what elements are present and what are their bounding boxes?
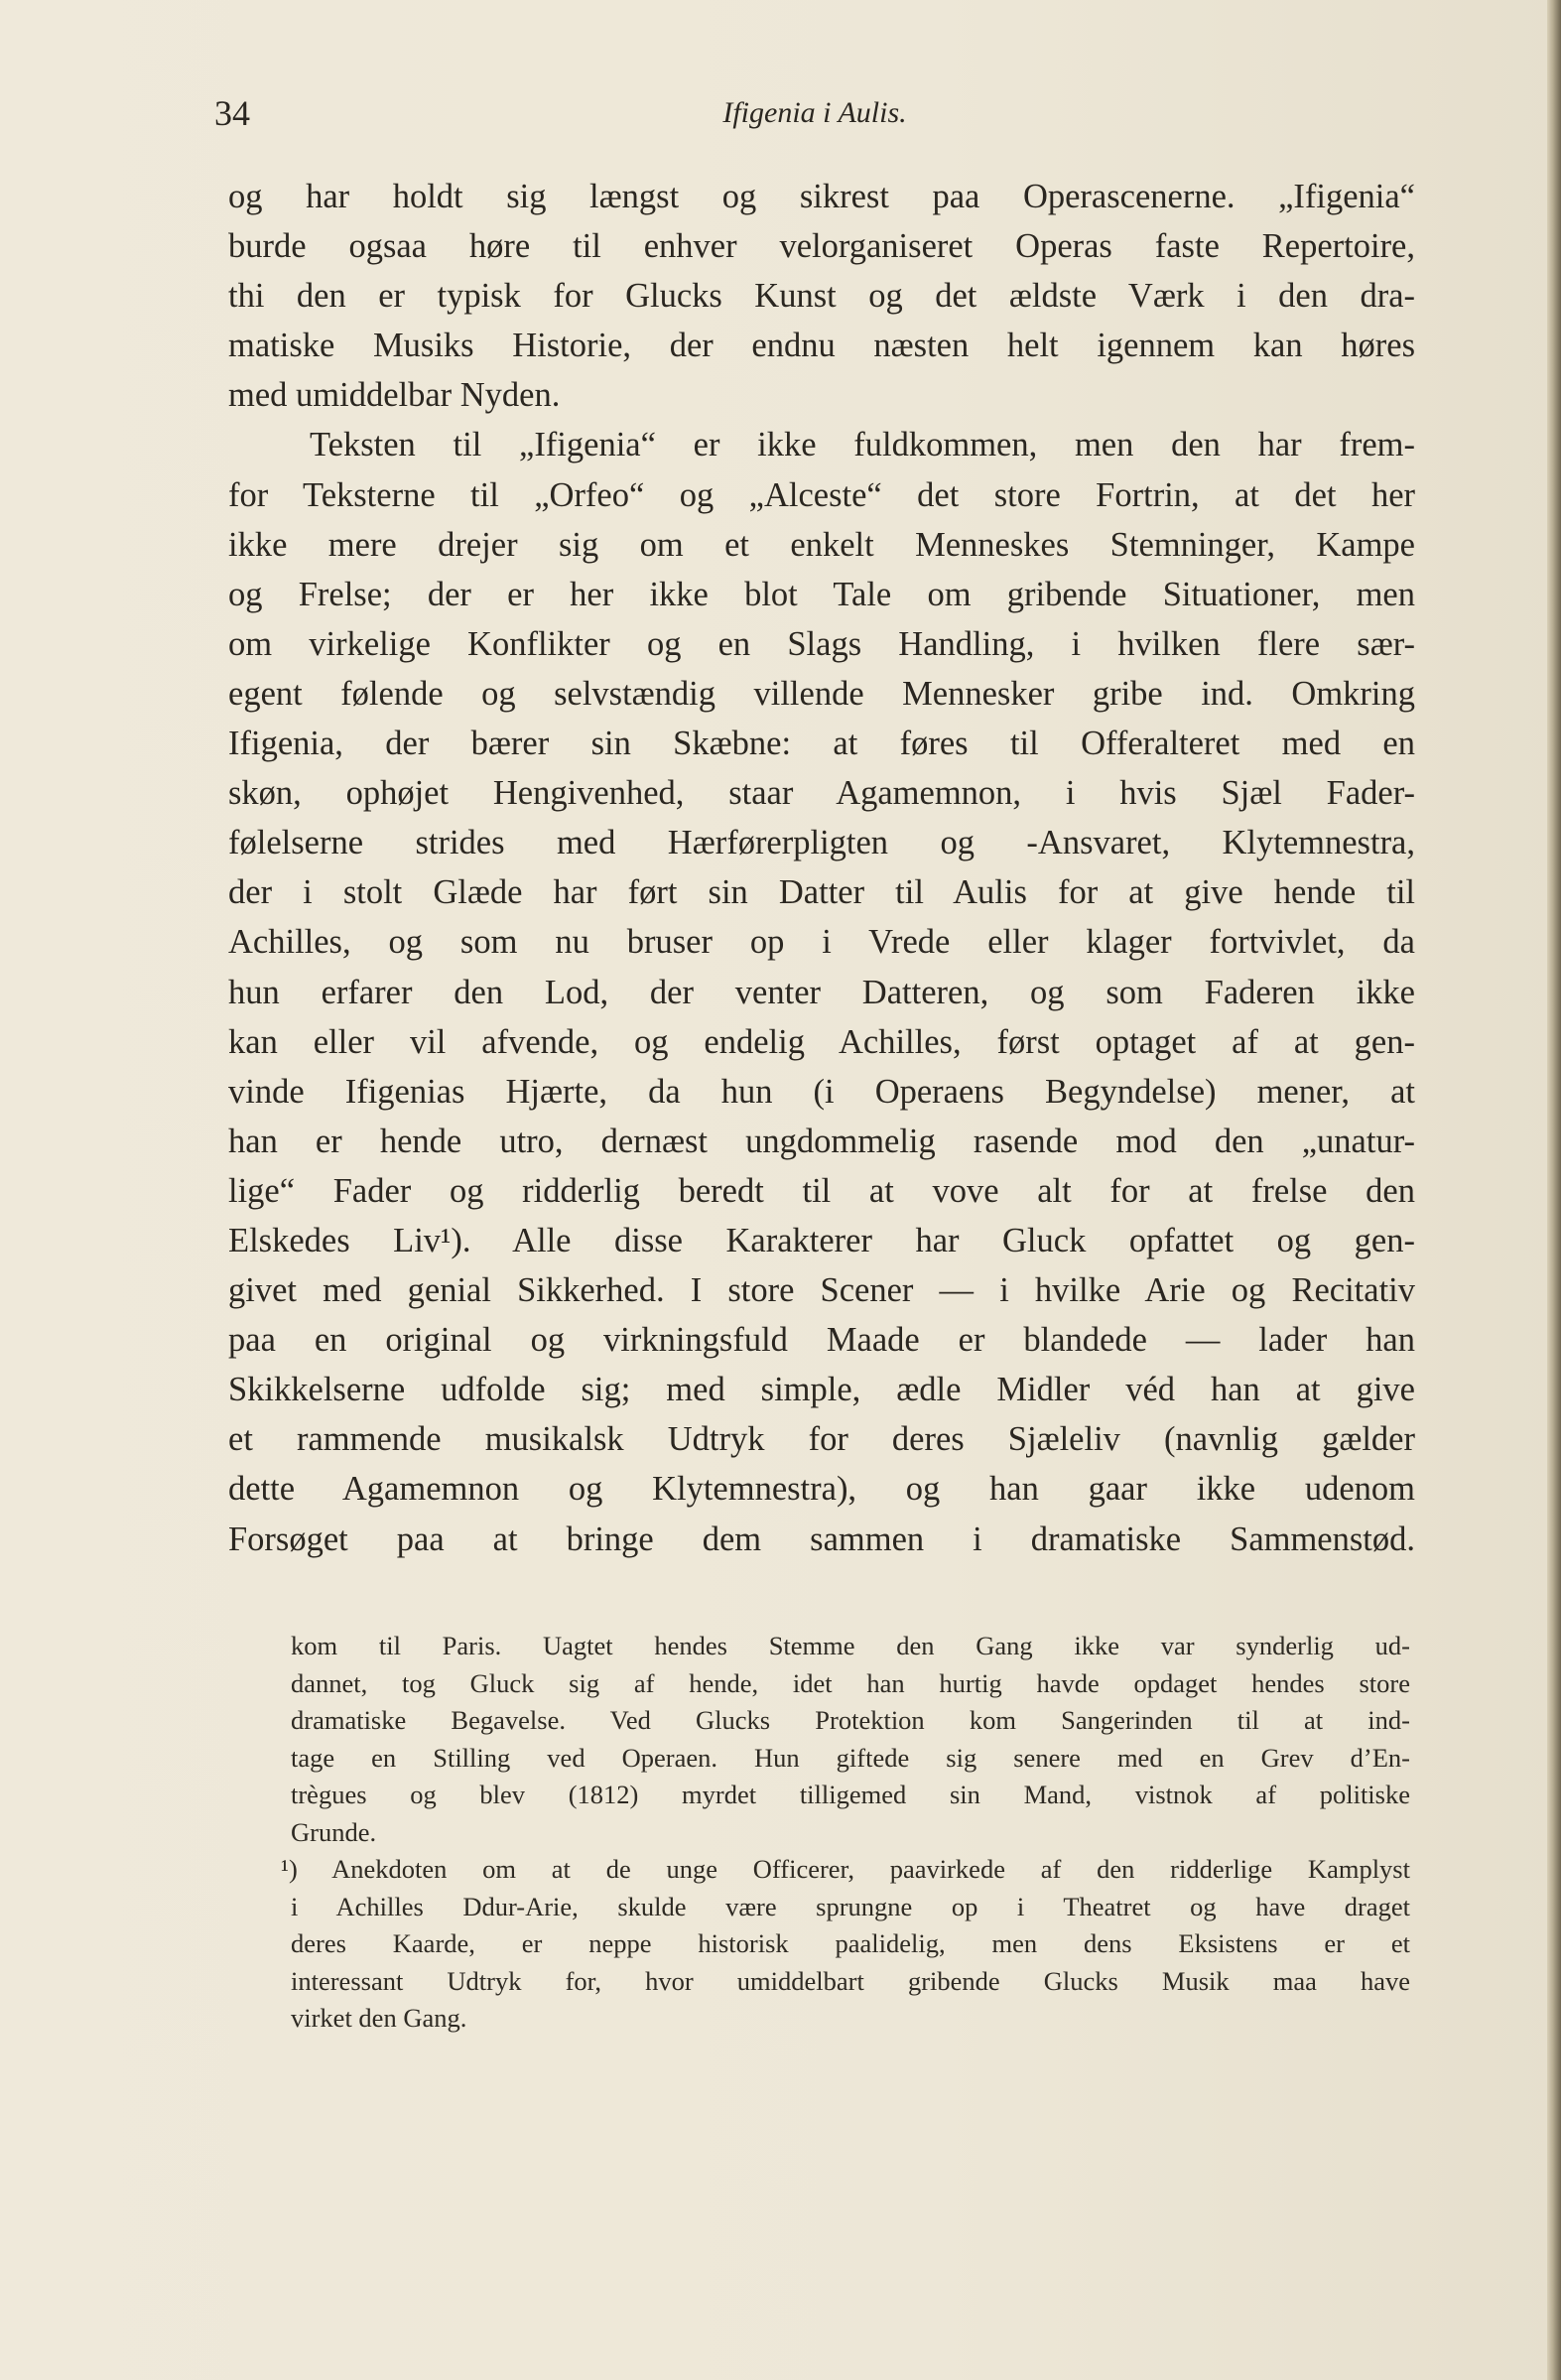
footnote-line: Grunde. bbox=[291, 1816, 377, 1847]
body-line: ikke mere drejer sig om et enkelt Menneskes Stemninger, Kampe bbox=[228, 525, 1415, 564]
body-line: og Frelse; der er her ikke blot Tale om gribende Situationer, men bbox=[228, 575, 1415, 613]
page-edge-shadow bbox=[1547, 0, 1561, 2380]
body-line: vinde Ifigenias Hjærte, da hun (i Operaens Begyndelse) mener, at bbox=[228, 1072, 1415, 1111]
body-line: paa en original og virkningsfuld Maade er blandede — lader han bbox=[228, 1321, 1415, 1360]
body-line: thi den er typisk for Glucks Kunst og det ældste Værk i den dra- bbox=[228, 277, 1415, 316]
body-line: og har holdt sig længst og sikrest paa Operascenerne. „Ifigenia“ bbox=[228, 178, 1415, 215]
running-title: Ifigenia i Aulis. bbox=[722, 96, 907, 129]
body-line: givet med genial Sikkerhed. I store Scener — i hvilke Arie og Recitativ bbox=[228, 1271, 1415, 1310]
page-header bbox=[214, 93, 1415, 133]
body-line: matiske Musiks Historie, der endnu næsten helt igennem kan høres bbox=[228, 327, 1415, 365]
body-line: et rammende musikalsk Udtryk for deres Sjæleliv (navnlig gælder bbox=[228, 1420, 1415, 1459]
footnotes bbox=[281, 1628, 1410, 2038]
body-line: om virkelige Konflikter og en Slags Handling, i hvilken flere sær- bbox=[228, 624, 1415, 663]
body-line: dette Agamemnon og Klytemnestra), og han gaar ikke udenom bbox=[228, 1470, 1415, 1509]
body-line: der i stolt Glæde har ført sin Datter til Aulis for at give hende til bbox=[228, 873, 1415, 912]
body-line: Ifigenia, der bærer sin Skæbne: at føres til Offeralteret med en bbox=[228, 725, 1415, 763]
body-line: skøn, ophøjet Hengivenhed, staar Agamemnon, i hvis Sjæl Fader- bbox=[228, 774, 1415, 813]
footnote-line: ¹) Anekdoten om at de unge Officerer, paavirkede af den ridderlige Kamplyst bbox=[281, 1854, 1410, 1884]
body-line: egent følende og selvstændig villende Mennesker gribe ind. Omkring bbox=[228, 674, 1415, 713]
footnote-continuation bbox=[291, 1628, 1410, 1851]
body-line: for Teksterne til „Orfeo“ og „Alceste“ det store Fortrin, at det her bbox=[228, 475, 1415, 514]
body-text bbox=[228, 172, 1415, 1564]
footnote-line: kom til Paris. Uagtet hendes Stemme den Gang ikke var synderlig ud- bbox=[291, 1631, 1410, 1660]
body-line: Skikkelserne udfolde sig; med simple, ædle Midler véd han at give bbox=[228, 1371, 1415, 1409]
body-line: Achilles, og som nu bruser op i Vrede eller klager fortvivlet, da bbox=[228, 923, 1415, 962]
body-line: Elskedes Liv¹). Alle disse Karakterer har Gluck opfattet og gen- bbox=[228, 1221, 1415, 1259]
body-line: kan eller vil afvende, og endelig Achilles, først optaget af at gen- bbox=[228, 1022, 1415, 1061]
body-line: med umiddelbar Nyden. bbox=[228, 376, 561, 415]
footnote-line: i Achilles Ddur-Arie, skulde være sprungne op i Theatret og have draget bbox=[291, 1891, 1410, 1921]
body-line: Forsøget paa at bringe dem sammen i dramatiske Sammenstød. bbox=[228, 1520, 1415, 1558]
footnote-line: virket den Gang. bbox=[291, 2003, 467, 2033]
page-number: 34 bbox=[214, 93, 250, 133]
footnote-line: interessant Udtryk for, hvor umiddelbart gribende Glucks Musik maa have bbox=[291, 1965, 1410, 1996]
body-line: Teksten til „Ifigenia“ er ikke fuldkommen, men den har frem- bbox=[310, 426, 1415, 464]
footnote-line: dannet, tog Gluck sig af hende, idet han hurtig havde opdaget hendes store bbox=[291, 1667, 1410, 1698]
body-line: burde ogsaa høre til enhver velorganiseret Operas faste Repertoire, bbox=[228, 227, 1415, 266]
footnote-line: trègues og blev (1812) myrdet tilligemed sin Mand, vistnok af politiske bbox=[291, 1780, 1410, 1809]
footnote-line: deres Kaarde, er neppe historisk paalidelig, men dens Eksistens er et bbox=[291, 1928, 1410, 1958]
body-line: lige“ Fader og ridderlig beredt til at vove alt for at frelse den bbox=[228, 1171, 1415, 1210]
footnote-1 bbox=[281, 1851, 1410, 2038]
body-line: hun erfarer den Lod, der venter Datteren, og som Faderen ikke bbox=[228, 973, 1415, 1011]
footnote-line: tage en Stilling ved Operaen. Hun giftede sig senere med en Grev d’En- bbox=[291, 1742, 1410, 1773]
footnote-line: dramatiske Begavelse. Ved Glucks Protektion kom Sangerinden til at ind- bbox=[291, 1705, 1410, 1735]
body-line: følelserne strides med Hærførerpligten og -Ansvaret, Klytemnestra, bbox=[228, 824, 1415, 862]
body-line: han er hende utro, dernæst ungdommelig rasende mod den „unatur- bbox=[228, 1122, 1415, 1160]
